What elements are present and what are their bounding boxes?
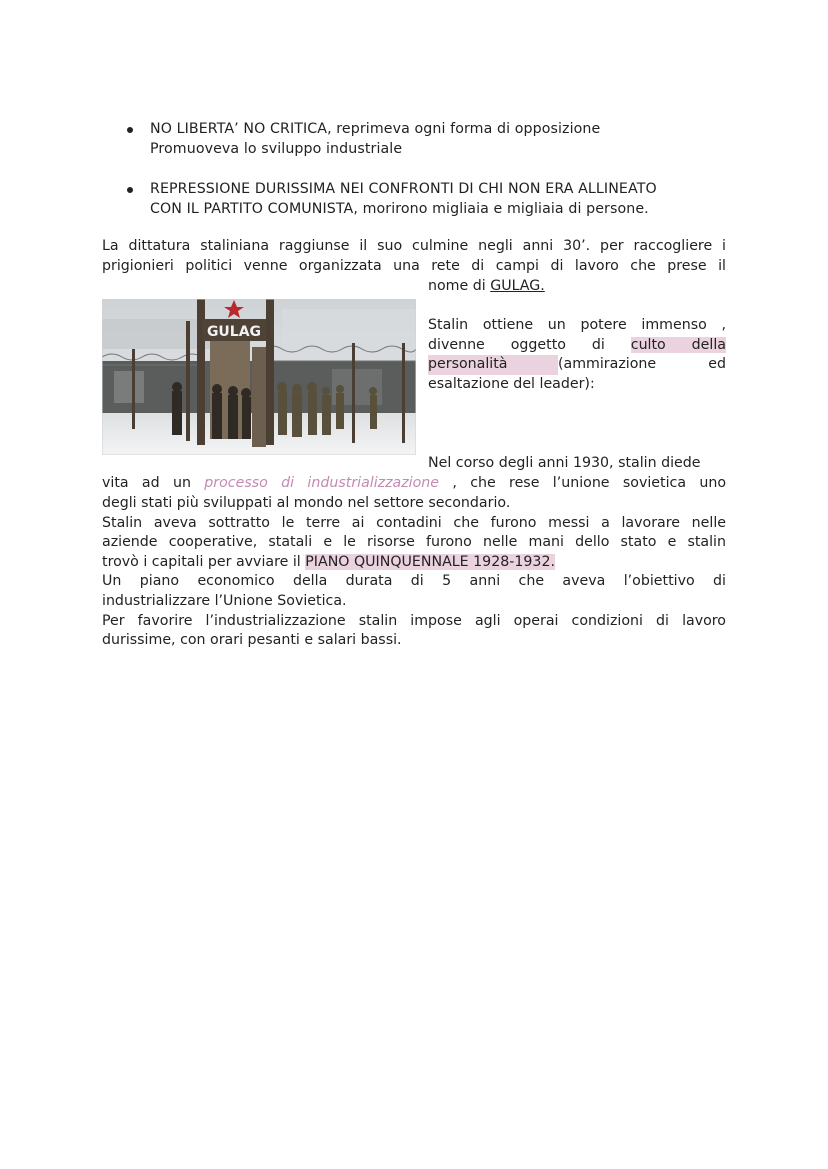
stalin-line: Stalin ottiene un potere immenso , bbox=[428, 317, 726, 333]
personalita-highlight: personalità bbox=[428, 355, 558, 375]
bullet-item-repressione bbox=[122, 179, 732, 219]
piano-quinquennale-highlight: PIANO QUINQUENNALE 1928-1932. bbox=[305, 554, 555, 570]
industrializzazione-term: processo di industrializzazione bbox=[204, 475, 440, 491]
gulag-term: GULAG. bbox=[490, 278, 545, 294]
bullet-item-no-liberta bbox=[122, 119, 732, 159]
stalin-text: (ammirazione ed bbox=[558, 356, 726, 372]
stalin-text: divenne oggetto di bbox=[428, 337, 631, 353]
bullet-text-line: NO LIBERTA’ NO CRITICA, reprimeva ogni forma di opposizione bbox=[150, 121, 601, 137]
industry-line bbox=[102, 553, 555, 573]
culto-highlight: culto della bbox=[630, 337, 726, 353]
bullet-text-line bbox=[150, 199, 732, 219]
industry-line: Stalin aveva sottratto le terre ai contadini che furono messi a lavorare nelle bbox=[102, 515, 726, 531]
industry-text: trovò i capitali per avviare il bbox=[102, 554, 306, 570]
gulag-sign-text: GULAG bbox=[206, 324, 262, 340]
intro-line bbox=[428, 277, 545, 297]
intro-line: La dittatura staliniana raggiunse il suo culmine negli anni 30’. per raccogliere i bbox=[102, 238, 726, 254]
bullet-text-line: REPRESSIONE DURISSIMA NEI CONFRONTI DI CHI NON ERA ALLINEATO bbox=[150, 181, 657, 197]
bullet-text-part: CON IL PARTITO COMUNISTA bbox=[150, 201, 354, 217]
industry-line bbox=[102, 474, 726, 494]
industry-line: Nel corso degli anni 1930, stalin diede bbox=[428, 455, 701, 471]
industry-line: industrializzare l’Unione Sovietica. bbox=[102, 593, 347, 609]
bullet-text-line: Promuoveva lo sviluppo industriale bbox=[150, 141, 403, 157]
intro-text: nome di bbox=[428, 278, 491, 294]
stalin-line bbox=[428, 355, 726, 375]
intro-line: prigionieri politici venne organizzata una rete di campi di lavoro che prese il bbox=[102, 258, 726, 274]
stalin-line: esaltazione del leader): bbox=[428, 376, 595, 392]
industry-line: degli stati più sviluppati al mondo nel settore secondario. bbox=[102, 495, 511, 511]
stalin-line bbox=[428, 336, 726, 356]
bullet-text-part: , morirono migliaia e migliaia di persone. bbox=[353, 201, 649, 217]
industry-line: aziende cooperative, statali e le risorse furono nelle mani dello stato e stalin bbox=[102, 534, 726, 550]
industry-text: vita ad un bbox=[102, 475, 205, 491]
industry-line: Per favorire l’industrializzazione stalin impose agli operai condizioni di lavoro bbox=[102, 613, 726, 629]
industry-line: durissime, con orari pesanti e salari bassi. bbox=[102, 632, 402, 648]
bullet-list bbox=[122, 119, 732, 219]
industry-line: Un piano economico della durata di 5 anni che aveva l’obiettivo di bbox=[102, 573, 726, 589]
gulag-photo bbox=[102, 299, 416, 455]
industry-text: , che rese l’unione sovietica uno bbox=[439, 475, 727, 491]
